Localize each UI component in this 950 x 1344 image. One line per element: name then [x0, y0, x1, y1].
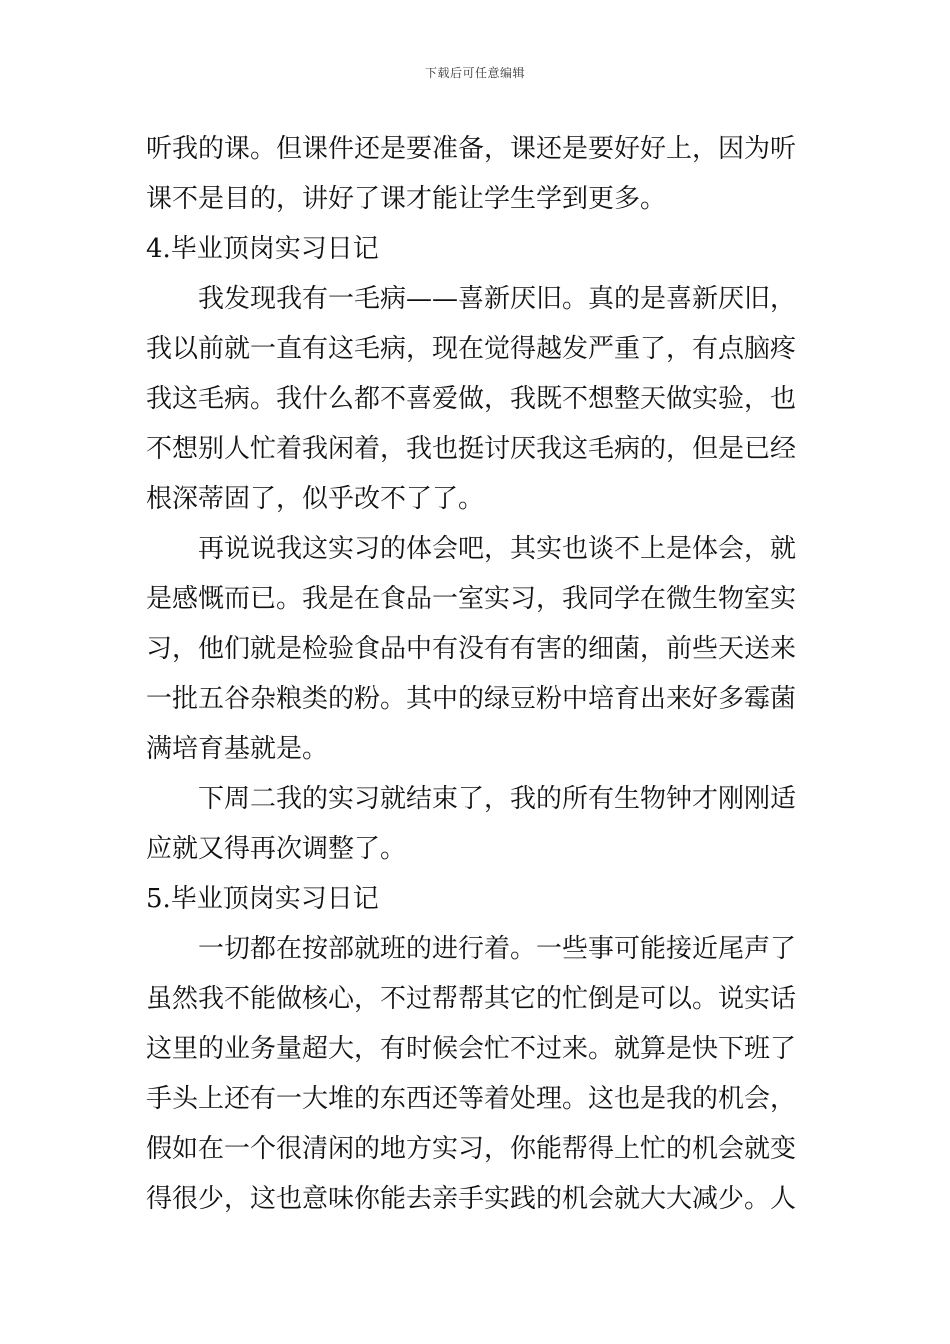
body-line: 听我的课。但课件还是要准备，课还是要好好上，因为听	[146, 134, 797, 164]
body-line: 应就又得再次调整了。	[146, 834, 407, 864]
paragraph-first-line: 一切都在按部就班的进行着。一些事可能接近尾声了	[198, 934, 797, 964]
body-line: 习，他们就是检验食品中有没有有害的细菌，前些天送来	[146, 634, 797, 664]
paragraph-first-line: 我发现我有一毛病——喜新厌旧。真的是喜新厌旧，	[198, 284, 797, 314]
body-line: 根深蒂固了，似乎改不了了。	[146, 484, 485, 514]
body-line: 我这毛病。我什么都不喜爱做，我既不想整天做实验，也	[146, 384, 797, 414]
body-line: 不想别人忙着我闲着，我也挺讨厌我这毛病的，但是已经	[146, 434, 797, 464]
section-heading: 4.毕业顶岗实习日记	[146, 234, 379, 264]
body-line: 虽然我不能做核心，不过帮帮其它的忙倒是可以。说实话	[146, 984, 797, 1014]
body-line: 假如在一个很清闲的地方实习，你能帮得上忙的机会就变	[146, 1134, 797, 1164]
body-line: 手头上还有一大堆的东西还等着处理。这也是我的机会，	[146, 1084, 797, 1114]
section-heading: 5.毕业顶岗实习日记	[146, 884, 379, 914]
paragraph-first-line: 下周二我的实习就结束了，我的所有生物钟才刚刚适	[198, 784, 797, 814]
body-line: 一批五谷杂粮类的粉。其中的绿豆粉中培育出来好多霉菌	[146, 684, 797, 714]
page-header: 下载后可任意编辑	[424, 66, 525, 80]
body-line: 得很少，这也意味你能去亲手实践的机会就大大减少。人	[146, 1184, 797, 1214]
body-line: 满培育基就是。	[146, 734, 329, 764]
paragraph-first-line: 再说说我这实习的体会吧，其实也谈不上是体会，就	[198, 534, 797, 564]
body-line: 我以前就一直有这毛病，现在觉得越发严重了，有点脑疼	[146, 334, 797, 364]
body-line: 课不是目的，讲好了课才能让学生学到更多。	[146, 184, 667, 214]
body-line: 这里的业务量超大，有时候会忙不过来。就算是快下班了	[146, 1034, 797, 1064]
body-line: 是感慨而已。我是在食品一室实习，我同学在微生物室实	[146, 584, 797, 614]
